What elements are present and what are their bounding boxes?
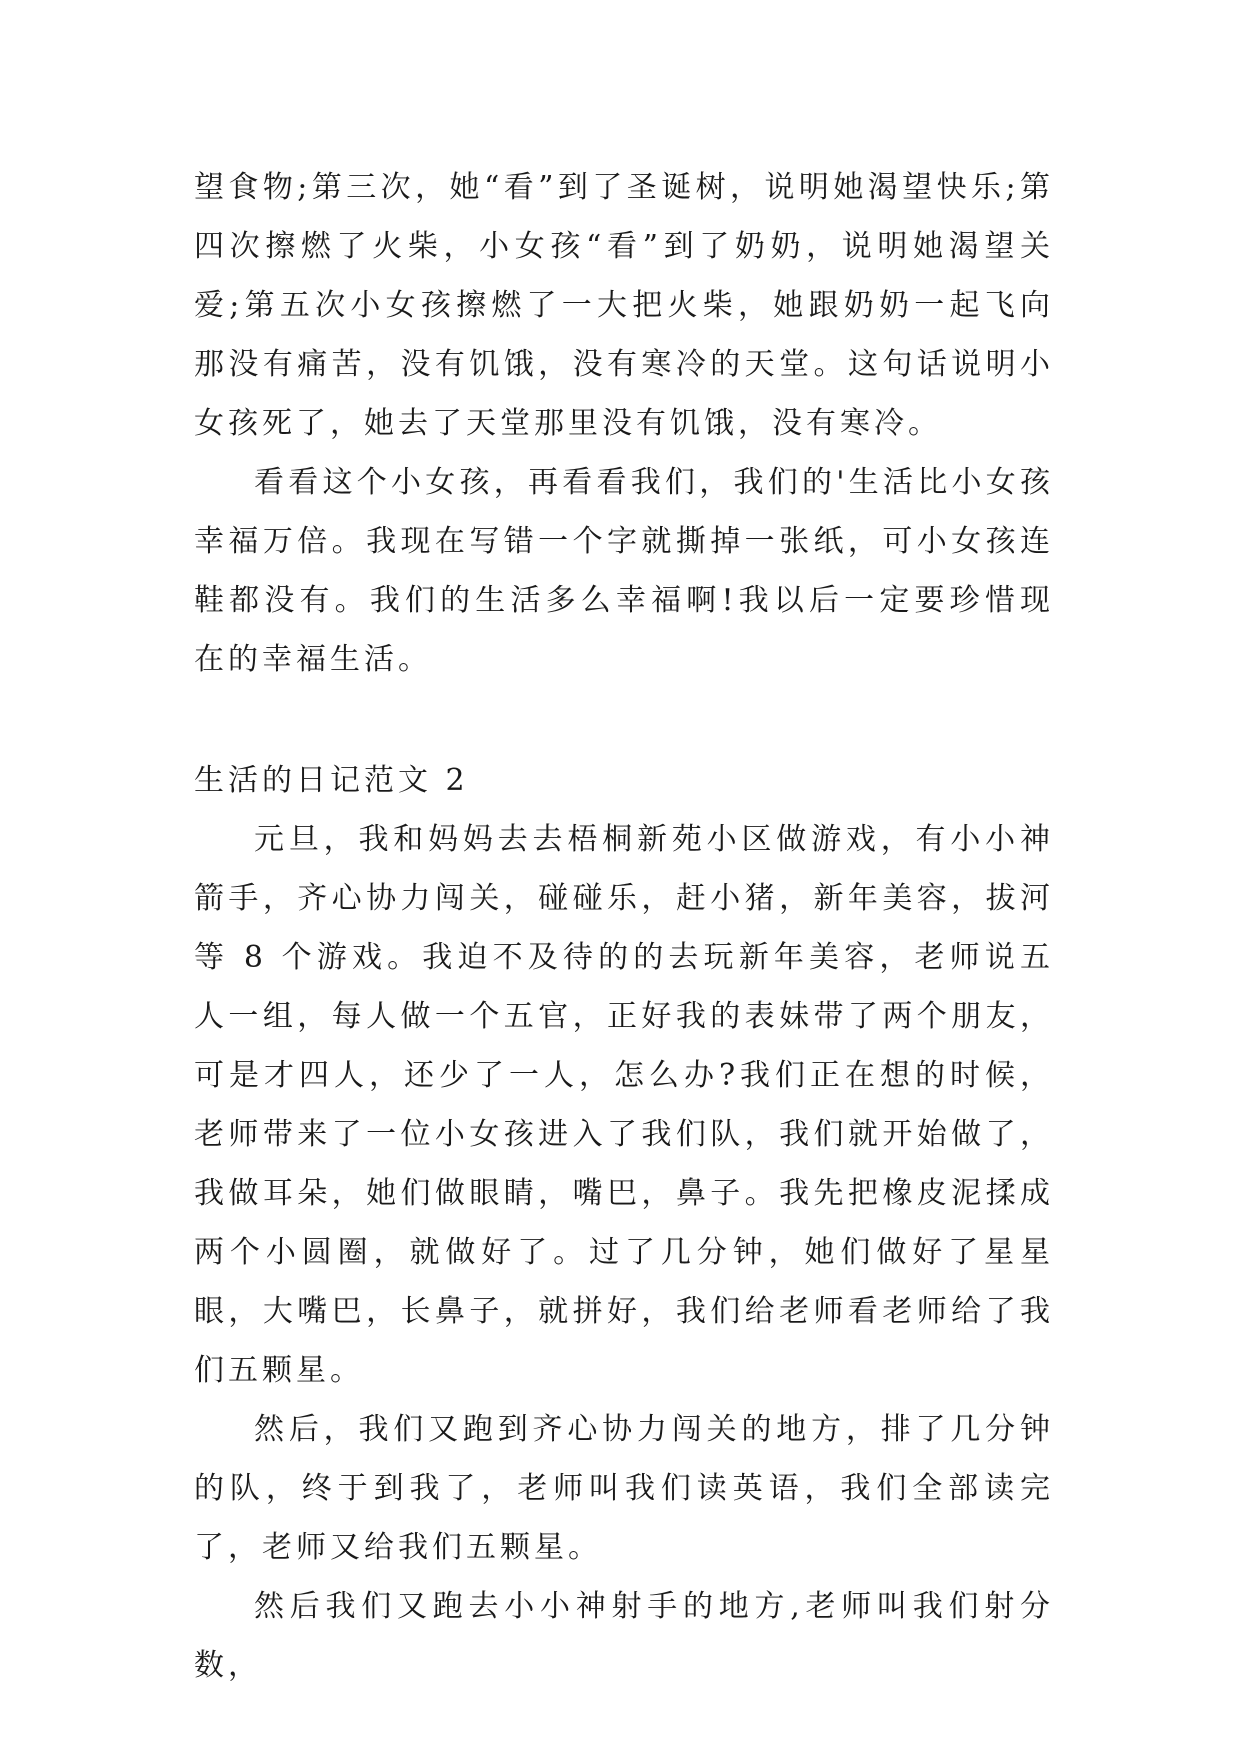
paragraph-new-year: 元旦，我和妈妈去去梧桐新苑小区做游戏，有小小神箭手，齐心协力闯关，碰碰乐，赶小猪，新年美容，拔河等 8 个游戏。我迫不及待的的去玩新年美容，老师说五人一组，每人做一个五官，正好我的表妹带了两个朋友，可是才四人，还少了一人，怎么办?我们正在想的时候，老师带来了一位小女孩进入了我们队，我们就开始做了，我做耳朵，她们做眼睛，嘴巴，鼻子。我先把橡皮泥揉成两个小圆圈，就做好了。过了几分钟，她们做好了星星眼，大嘴巴，长鼻子，就拼好，我们给老师看老师给了我们五颗星。	[194, 822, 1054, 1388]
paragraph-teamwork: 然后，我们又跑到齐心协力闯关的地方，排了几分钟的队，终于到我了，老师叫我们读英语，我们全部读完了，老师又给我们五颗星。	[194, 1412, 1054, 1565]
paragraph-continuation: 望食物;第三次，她“看”到了圣诞树，说明她渴望快乐;第四次擦燃了火柴，小女孩“看”到了奶奶，说明她渴望关爱;第五次小女孩擦燃了一大把火柴，她跟奶奶一起飞向那没有痛苦，没有饥饿，没有寒冷的天堂。这句话说明小女孩死了，她去了天堂那里没有饥饿，没有寒冷。	[194, 170, 1054, 441]
document-body	[194, 158, 1054, 1695]
section-title: 生活的日记范文 2	[194, 763, 469, 798]
paragraph-archery: 然后我们又跑去小小神射手的地方,老师叫我们射分数，	[194, 1589, 1054, 1683]
paragraph-reflection: 看看这个小女孩，再看看我们，我们的'生活比小女孩幸福万倍。我现在写错一个字就撕掉一张纸，可小女孩连鞋都没有。我们的生活多么幸福啊!我以后一定要珍惜现在的幸福生活。	[194, 465, 1054, 677]
